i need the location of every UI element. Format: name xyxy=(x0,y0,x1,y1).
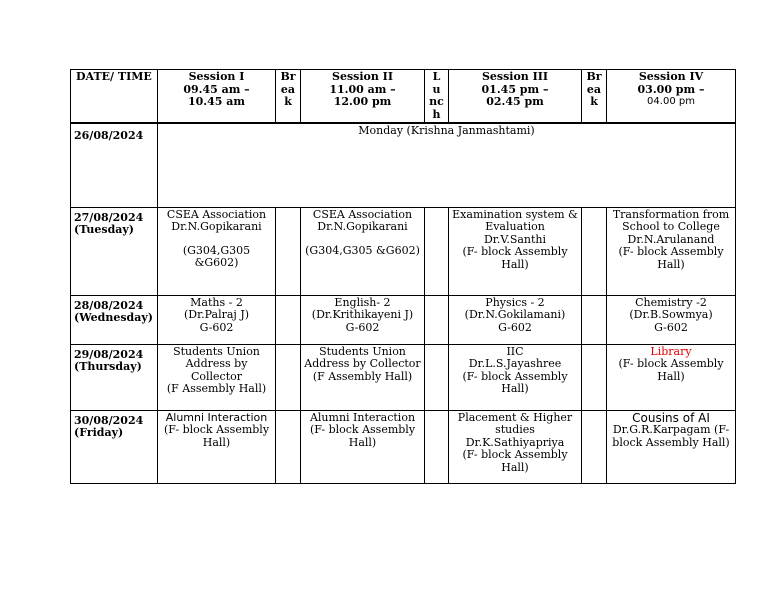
lunch-part: L xyxy=(432,70,441,83)
cell-line: G-602 xyxy=(498,320,532,334)
session-3-cell xyxy=(449,295,582,344)
lunch-cell xyxy=(425,410,449,483)
cell-line: Maths - 2 xyxy=(190,295,243,309)
session-4-cell xyxy=(607,207,736,295)
cell-line: G-602 xyxy=(654,320,688,334)
header-date-time: DATE/ TIME xyxy=(71,70,158,124)
day-text: (Thursday) xyxy=(74,360,142,373)
cell-line: (F Assembly Hall) xyxy=(166,382,267,395)
date-cell xyxy=(71,123,158,207)
cell-title: Cousins of AI xyxy=(632,410,710,425)
cell-line: Students Union xyxy=(173,344,260,358)
holiday-text: Monday (Krishna Janmashtami) xyxy=(358,124,535,137)
cell-line: studies xyxy=(495,423,535,436)
cell-line: IIC xyxy=(506,344,524,358)
session-2-cell xyxy=(301,344,425,410)
session-1-end: 10.45 am xyxy=(187,95,246,108)
session-4-start: 03.00 pm – xyxy=(637,82,705,96)
session-1-cell xyxy=(158,344,276,410)
lunch-part: nc xyxy=(429,95,444,108)
spacer xyxy=(161,234,272,245)
header-session-2 xyxy=(301,70,425,124)
date-cell xyxy=(71,295,158,344)
table-row xyxy=(71,410,736,483)
cell-line: Hall) xyxy=(501,382,529,395)
break-2-part: k xyxy=(590,95,598,108)
day-text: (Tuesday) xyxy=(74,223,134,236)
cell-line: Dr.N.Arulanand xyxy=(627,232,715,246)
session-4-cell xyxy=(607,295,736,344)
session-2-cell xyxy=(301,410,425,483)
session-2-cell xyxy=(301,295,425,344)
cell-line: (Dr.Krithikayeni J) xyxy=(311,308,414,321)
cell-line: Dr.V.Santhi xyxy=(483,232,547,246)
cell-line: Dr.N.Gopikarani xyxy=(171,220,262,233)
header-break-1 xyxy=(276,70,301,124)
break-cell xyxy=(276,344,301,410)
session-4-cell xyxy=(607,344,736,410)
cell-line: Hall) xyxy=(657,257,685,271)
session-3-name: Session III xyxy=(481,70,549,83)
cell-line: (F- block Assembly xyxy=(462,448,568,461)
cell-line: Collector xyxy=(190,369,243,383)
library-title: Library xyxy=(650,344,692,358)
cell-line: Students Union xyxy=(319,344,406,358)
cell-line: (F- block Assembly xyxy=(618,357,724,370)
cell-line: Hall) xyxy=(202,435,231,449)
cell-line: (F- block Assembly xyxy=(163,423,270,436)
session-4-name: Session IV xyxy=(638,70,704,83)
header-row xyxy=(71,70,736,124)
cell-line: block Assembly Hall) xyxy=(612,435,730,449)
date-text: 29/08/2024 xyxy=(74,347,144,361)
cell-line: English- 2 xyxy=(334,295,391,309)
session-2-name: Session II xyxy=(332,70,393,83)
cell-line: Hall) xyxy=(657,369,685,383)
break-cell xyxy=(582,344,607,410)
cell-line: Hall) xyxy=(501,460,529,474)
cell-line: Address by xyxy=(185,357,248,370)
session-1-cell xyxy=(158,410,276,483)
break-2-part: Br xyxy=(586,70,602,83)
session-3-cell xyxy=(449,207,582,295)
header-lunch xyxy=(425,70,449,124)
cell-line: (Dr.B.Sowmya) xyxy=(629,308,713,321)
cell-line: (F Assembly Hall) xyxy=(312,369,413,383)
date-cell xyxy=(71,410,158,483)
break-cell xyxy=(276,410,301,483)
cell-line: Hall) xyxy=(501,257,529,271)
cell-line: Address by Collector xyxy=(304,357,421,370)
holiday-cell xyxy=(158,123,736,207)
timetable xyxy=(70,69,736,484)
cell-line: Hall) xyxy=(348,435,377,449)
session-1-cell xyxy=(158,207,276,295)
cell-line: &G602) xyxy=(194,256,239,269)
spacer xyxy=(304,234,421,245)
cell-title: Alumni Interaction xyxy=(165,410,268,424)
date-text: 26/08/2024 xyxy=(74,129,144,142)
cell-line: Dr.K.Sathiyapriya xyxy=(465,435,565,449)
lunch-cell xyxy=(425,295,449,344)
break-cell xyxy=(582,410,607,483)
cell-line: (F- block Assembly xyxy=(309,423,416,436)
session-1-cell xyxy=(158,295,276,344)
cell-line: (G304,G305 xyxy=(182,243,251,257)
date-cell xyxy=(71,344,158,410)
break-1-part: ea xyxy=(280,82,296,96)
session-1-start: 09.45 am – xyxy=(183,82,250,96)
break-2-part: ea xyxy=(586,82,602,96)
break-cell xyxy=(582,207,607,295)
cell-line: (Dr.Palraj J) xyxy=(183,308,250,321)
break-cell xyxy=(276,295,301,344)
break-1-part: k xyxy=(284,95,292,108)
lunch-part: h xyxy=(432,107,441,121)
date-cell xyxy=(71,207,158,295)
session-1-name: Session I xyxy=(188,70,245,83)
cell-line: (F- block Assembly xyxy=(462,245,568,258)
session-3-end: 02.45 pm xyxy=(486,95,544,108)
table-row xyxy=(71,344,736,410)
table-row xyxy=(71,207,736,295)
session-3-start: 01.45 pm – xyxy=(481,82,549,96)
break-1-part: Br xyxy=(280,70,296,83)
cell-line: CSEA Association xyxy=(312,207,413,221)
session-4-cell xyxy=(607,410,736,483)
cell-line: School to College xyxy=(622,220,720,233)
cell-line: Examination system & xyxy=(452,207,578,221)
lunch-cell xyxy=(425,344,449,410)
cell-line: Physics - 2 xyxy=(485,295,545,309)
cell-line: Dr.L.S.Jayashree xyxy=(468,357,562,370)
date-text: 30/08/2024 xyxy=(74,413,144,427)
session-3-cell xyxy=(449,344,582,410)
cell-line: Dr.N.Gopikarani xyxy=(317,220,408,233)
cell-title: Alumni Interaction xyxy=(309,410,416,424)
day-text: (Wednesday) xyxy=(74,311,153,324)
header-session-3 xyxy=(449,70,582,124)
session-2-end: 12.00 pm xyxy=(333,95,392,108)
table-row xyxy=(71,295,736,344)
header-session-4 xyxy=(607,70,736,124)
cell-line: Transformation from xyxy=(612,207,730,221)
table-row xyxy=(71,123,736,207)
cell-line: (G304,G305 &G602) xyxy=(305,243,420,257)
cell-line: (F- block Assembly xyxy=(462,369,568,383)
session-2-cell xyxy=(301,207,425,295)
header-session-1 xyxy=(158,70,276,124)
break-cell xyxy=(582,295,607,344)
session-3-cell xyxy=(449,410,582,483)
session-2-start: 11.00 am – xyxy=(329,82,396,96)
cell-line: Placement & Higher xyxy=(457,410,573,424)
date-text: 28/08/2024 xyxy=(74,298,144,312)
cell-line: (Dr.N.Gokilamani) xyxy=(464,308,566,321)
date-text: 27/08/2024 xyxy=(74,210,144,224)
header-break-2 xyxy=(582,70,607,124)
session-4-end: 04.00 pm xyxy=(647,96,695,107)
break-cell xyxy=(276,207,301,295)
cell-line: Chemistry -2 xyxy=(635,295,707,309)
cell-line: (F- block Assembly xyxy=(618,245,724,258)
cell-line: G-602 xyxy=(199,320,234,334)
cell-line: G-602 xyxy=(345,320,380,334)
lunch-part: u xyxy=(432,82,441,96)
lunch-cell xyxy=(425,207,449,295)
cell-line: Dr.G.R.Karpagam (F- xyxy=(612,423,730,436)
cell-line: CSEA Association xyxy=(166,207,267,221)
day-text: (Friday) xyxy=(74,426,124,439)
cell-line: Evaluation xyxy=(485,220,545,233)
